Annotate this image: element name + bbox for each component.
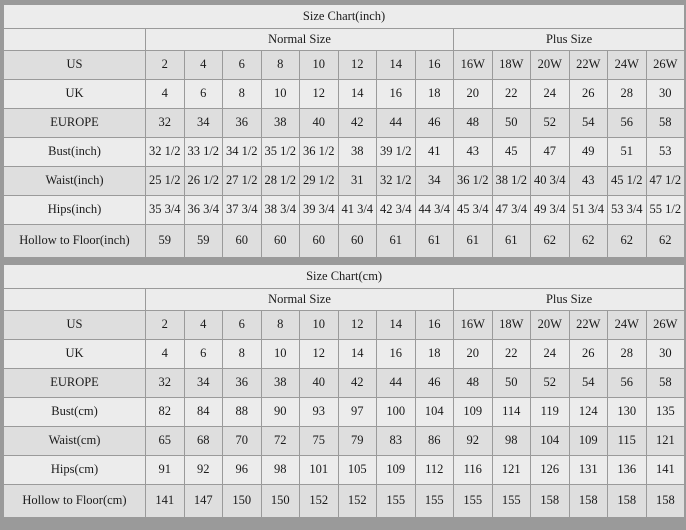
cell: 18W [492,311,531,340]
cell: 12 [338,51,377,80]
cell: 45 1/2 [608,167,647,196]
cell: 158 [531,485,570,518]
row-label-europe: EUROPE [4,109,146,138]
cell: 8 [223,80,262,109]
cell: 60 [223,225,262,258]
cell: 61 [415,225,454,258]
cell: 93 [300,398,339,427]
cell: 158 [569,485,608,518]
cell: 121 [492,456,531,485]
cell: 82 [146,398,185,427]
cell: 88 [223,398,262,427]
cell: 79 [338,427,377,456]
cell: 98 [261,456,300,485]
row-label-hips: Hips(inch) [4,196,146,225]
table-row [4,138,685,167]
cell: 155 [492,485,531,518]
cell: 98 [492,427,531,456]
cell: 38 3/4 [261,196,300,225]
cell: 29 1/2 [300,167,339,196]
cell: 62 [608,225,647,258]
cell: 84 [184,398,223,427]
cell: 16 [377,80,416,109]
cell: 54 [569,109,608,138]
cell: 42 [338,109,377,138]
cell: 36 1/2 [300,138,339,167]
cell: 2 [146,311,185,340]
cell: 49 3/4 [531,196,570,225]
cell: 115 [608,427,647,456]
table-row [4,225,685,258]
cell: 147 [184,485,223,518]
cell: 18W [492,51,531,80]
row-label-hollow-to-floor: Hollow to Floor(inch) [4,225,146,258]
cell: 54 [569,369,608,398]
cell: 90 [261,398,300,427]
cell: 40 [300,109,339,138]
cell: 105 [338,456,377,485]
cell: 109 [377,456,416,485]
cell: 22 [492,80,531,109]
cell: 28 [608,80,647,109]
cell: 32 [146,369,185,398]
cell: 101 [300,456,339,485]
cell: 22W [569,311,608,340]
cell: 42 3/4 [377,196,416,225]
cell: 6 [184,340,223,369]
cell: 46 [415,109,454,138]
cell: 86 [415,427,454,456]
cell: 136 [608,456,647,485]
cell: 25 1/2 [146,167,185,196]
cell: 62 [569,225,608,258]
cell: 150 [261,485,300,518]
cell: 72 [261,427,300,456]
cell: 53 3/4 [608,196,647,225]
table-row [4,340,685,369]
cell: 36 1/2 [454,167,493,196]
cell: 40 [300,369,339,398]
cell: 116 [454,456,493,485]
cell: 24W [608,51,647,80]
cell: 124 [569,398,608,427]
chart-title: Size Chart(cm) [4,265,685,289]
cell: 26 [569,80,608,109]
cell: 141 [646,456,685,485]
cell: 58 [646,369,685,398]
cell: 38 [261,109,300,138]
cell: 38 [261,369,300,398]
row-label-hollow-to-floor: Hollow to Floor(cm) [4,485,146,518]
row-label-europe: EUROPE [4,369,146,398]
cell: 34 [184,369,223,398]
cell: 34 [415,167,454,196]
cell: 56 [608,369,647,398]
cell: 104 [415,398,454,427]
cell: 141 [146,485,185,518]
cell: 4 [184,51,223,80]
table-row [4,398,685,427]
cell: 32 1/2 [377,167,416,196]
cell: 28 1/2 [261,167,300,196]
cell: 36 [223,369,262,398]
table-row [4,456,685,485]
cell: 61 [492,225,531,258]
cell: 61 [454,225,493,258]
row-label-waist: Waist(inch) [4,167,146,196]
cell: 32 [146,109,185,138]
cell: 16 [415,51,454,80]
cell: 48 [454,369,493,398]
cell: 47 3/4 [492,196,531,225]
cell: 96 [223,456,262,485]
cell: 59 [146,225,185,258]
cell: 155 [454,485,493,518]
row-label-uk: UK [4,340,146,369]
cell: 10 [261,80,300,109]
cell: 126 [531,456,570,485]
cell: 8 [223,340,262,369]
cell: 44 3/4 [415,196,454,225]
cell: 14 [377,51,416,80]
cell: 38 1/2 [492,167,531,196]
cell: 52 [531,369,570,398]
table-row [4,109,685,138]
cell: 14 [377,311,416,340]
cell: 34 [184,109,223,138]
chart-group-row [4,289,685,311]
cell: 41 [415,138,454,167]
cell: 18 [415,80,454,109]
cell: 109 [569,427,608,456]
cell: 36 [223,109,262,138]
cell: 83 [377,427,416,456]
cell: 60 [300,225,339,258]
cell: 4 [146,80,185,109]
cell: 53 [646,138,685,167]
cell: 47 1/2 [646,167,685,196]
cell: 31 [338,167,377,196]
cell: 39 3/4 [300,196,339,225]
cell: 22 [492,340,531,369]
cell: 41 3/4 [338,196,377,225]
cell: 60 [261,225,300,258]
chart-title-row [4,5,685,29]
cell: 58 [646,109,685,138]
cell: 36 3/4 [184,196,223,225]
cell: 24W [608,311,647,340]
table-row [4,427,685,456]
cell: 16 [377,340,416,369]
cell: 26W [646,51,685,80]
cell: 131 [569,456,608,485]
cell: 12 [300,80,339,109]
cell: 46 [415,369,454,398]
cell: 22W [569,51,608,80]
cell: 18 [415,340,454,369]
cell: 4 [146,340,185,369]
cell: 34 1/2 [223,138,262,167]
cell: 8 [261,311,300,340]
cell: 44 [377,109,416,138]
cell: 92 [454,427,493,456]
cell: 70 [223,427,262,456]
cell: 121 [646,427,685,456]
cell: 14 [338,80,377,109]
cell: 62 [646,225,685,258]
cell: 152 [338,485,377,518]
cell: 16W [454,51,493,80]
cell: 97 [338,398,377,427]
cell: 44 [377,369,416,398]
cell: 43 [569,167,608,196]
size-chart-cm [3,264,685,518]
chart-title: Size Chart(inch) [4,5,685,29]
cell: 158 [608,485,647,518]
cell: 43 [454,138,493,167]
cell: 6 [223,51,262,80]
cell: 68 [184,427,223,456]
cell: 47 [531,138,570,167]
cell: 6 [184,80,223,109]
cell: 114 [492,398,531,427]
table-row [4,51,685,80]
group-header-plus-size: Plus Size [454,29,685,51]
row-label-waist: Waist(cm) [4,427,146,456]
cell: 51 3/4 [569,196,608,225]
cell: 48 [454,109,493,138]
cell: 51 [608,138,647,167]
cell: 12 [338,311,377,340]
table-row [4,196,685,225]
cell: 28 [608,340,647,369]
row-label-bust: Bust(cm) [4,398,146,427]
group-header-corner [4,29,146,51]
cell: 4 [184,311,223,340]
cell: 30 [646,80,685,109]
cell: 35 1/2 [261,138,300,167]
cell: 30 [646,340,685,369]
cell: 45 3/4 [454,196,493,225]
cell: 42 [338,369,377,398]
cell: 112 [415,456,454,485]
cell: 38 [338,138,377,167]
cell: 56 [608,109,647,138]
chart-group-row [4,29,685,51]
cell: 26W [646,311,685,340]
cell: 158 [646,485,685,518]
cell: 50 [492,369,531,398]
cell: 130 [608,398,647,427]
cell: 20W [531,311,570,340]
cell: 45 [492,138,531,167]
cell: 24 [531,340,570,369]
table-row [4,485,685,518]
cell: 39 1/2 [377,138,416,167]
group-header-normal-size: Normal Size [146,289,454,311]
cell: 16W [454,311,493,340]
cell: 12 [300,340,339,369]
cell: 32 1/2 [146,138,185,167]
cell: 91 [146,456,185,485]
cell: 35 3/4 [146,196,185,225]
cell: 55 1/2 [646,196,685,225]
cell: 59 [184,225,223,258]
cell: 26 1/2 [184,167,223,196]
cell: 150 [223,485,262,518]
table-row [4,80,685,109]
cell: 49 [569,138,608,167]
cell: 61 [377,225,416,258]
cell: 104 [531,427,570,456]
cell: 10 [300,311,339,340]
cell: 62 [531,225,570,258]
cell: 6 [223,311,262,340]
cell: 155 [415,485,454,518]
cell: 33 1/2 [184,138,223,167]
cell: 119 [531,398,570,427]
cell: 155 [377,485,416,518]
cell: 2 [146,51,185,80]
chart-title-row [4,265,685,289]
table-row [4,167,685,196]
cell: 92 [184,456,223,485]
row-label-us: US [4,311,146,340]
cell: 24 [531,80,570,109]
row-label-uk: UK [4,80,146,109]
cell: 10 [261,340,300,369]
cell: 75 [300,427,339,456]
cell: 109 [454,398,493,427]
cell: 50 [492,109,531,138]
group-header-normal-size: Normal Size [146,29,454,51]
cell: 10 [300,51,339,80]
row-label-us: US [4,51,146,80]
table-row [4,369,685,398]
table-row [4,311,685,340]
cell: 152 [300,485,339,518]
size-chart-inch [3,4,685,258]
group-header-plus-size: Plus Size [454,289,685,311]
cell: 27 1/2 [223,167,262,196]
cell: 16 [415,311,454,340]
cell: 60 [338,225,377,258]
cell: 26 [569,340,608,369]
cell: 37 3/4 [223,196,262,225]
cell: 14 [338,340,377,369]
cell: 65 [146,427,185,456]
cell: 8 [261,51,300,80]
cell: 20 [454,80,493,109]
cell: 20 [454,340,493,369]
group-header-corner [4,289,146,311]
cell: 52 [531,109,570,138]
cell: 20W [531,51,570,80]
row-label-hips: Hips(cm) [4,456,146,485]
cell: 40 3/4 [531,167,570,196]
row-label-bust: Bust(inch) [4,138,146,167]
cell: 100 [377,398,416,427]
cell: 135 [646,398,685,427]
